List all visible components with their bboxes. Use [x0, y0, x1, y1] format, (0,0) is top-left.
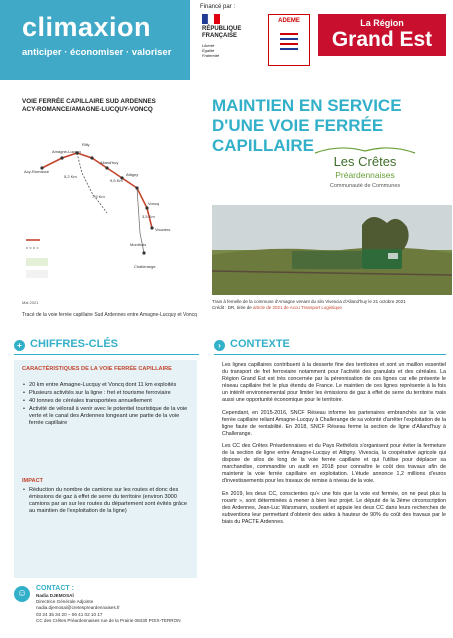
hills-icon — [310, 144, 420, 154]
plus-icon: + — [14, 340, 25, 351]
map-place-label: Acy-Romance — [24, 169, 50, 174]
map-place-label: Voncq — [148, 201, 160, 206]
map-place-label: Challerange — [134, 264, 156, 269]
list-item: • Réduction du nombre de camions sur les routes et donc des émissions de gaz à effet de serre du territoire (environ 3000 camions par an sur les routes du département sont évités grâce au maintien de l'exploitation de la ligne) — [22, 487, 192, 515]
contact-role: Directrice Générale Adjointe — [36, 599, 94, 605]
station-dot — [145, 206, 148, 209]
paragraph: Les lignes capillaires contribuent à la desserte fine des territoires et sont un maillon essentiel du transport de fret ferroviaire notamment pour l'activité des granulats et des céréales. La Région Grand Est est très concernée par la pérennisation de ces lignes car elle présente le réseau capillaire fret le plus étendu de France. Le maintien de ces lignes représente à la fois un intérêt environnemental pour limiter les émissions de gaz à effet de serre du territoire mais aussi une opportunité économique pour le territoire. — [222, 362, 446, 403]
map-place-label: Monthois — [130, 242, 147, 247]
cc-logo-line1: Les Crêtes — [333, 154, 397, 169]
region-main-label: Grand Est — [331, 28, 433, 51]
characteristics-heading: CARACTÉRISTIQUES DE LA VOIE FERRÉE CAPILLAIRE — [22, 366, 172, 372]
funded-by-label: Financé par : — [200, 4, 236, 10]
region-grand-est-logo — [318, 14, 446, 56]
divider — [14, 354, 199, 355]
rf-line2: FRANÇAISE — [202, 33, 238, 39]
list-item: • Plusieurs activités sur la ligne : fret et tourisme ferroviaire — [22, 390, 192, 397]
map-place-label: Amagne-Lucquy — [52, 149, 82, 154]
contact-email[interactable]: nadia.djemosai@cretespreardennaises.fr — [36, 605, 120, 611]
cc-logo-line2: Préardennaises — [335, 170, 395, 180]
contexte-body — [222, 362, 446, 531]
rf-line1: RÉPUBLIQUE — [202, 26, 242, 32]
photo-credit-label: Crédit : DR, tirée de — [212, 305, 252, 310]
contact-heading: CONTACT : — [36, 585, 74, 592]
ademe-label: ADEME — [278, 18, 300, 24]
climaxion-banner — [0, 0, 190, 80]
ademe-emblem-icon — [277, 29, 301, 59]
page-title: MAINTIEN EN SERVICE D'UNE VOIE FERRÉE CAPILLAIRE — [212, 96, 402, 155]
chiffres-cles-heading: CHIFFRES-CLÉS — [30, 338, 118, 350]
map-distance-label: 5,2 Km — [64, 174, 77, 179]
paragraph: En 2019, les deux CC, conscientes qu'« une fois que la voie est fermée, on ne peut plus la rouvrir », sont déterminées à mener à bien leur projet. Le député de la 3ème circonscription des Ardennes, Jean-Luc Warsmann, soutient et appuie les deux CC dans leurs recherches de subventions leur permettant d'obtenir des aides à hauteur de 90% du coût des travaux par le biais du PACTE Ardennes. — [222, 490, 446, 525]
region-top-label: La Région — [360, 18, 404, 28]
map-title-line1: VOIE FERRÉE CAPILLAIRE SUD ARDENNES — [22, 98, 156, 105]
arrow-icon: › — [214, 340, 225, 351]
station-dot — [90, 156, 93, 159]
legend-cc-logo — [26, 258, 48, 266]
map-place-label: Rilly — [82, 142, 90, 147]
republique-francaise-logo — [200, 14, 258, 66]
impact-heading: IMPACT — [22, 478, 44, 484]
station-dot — [105, 166, 108, 169]
brand-tagline: anticiper · économiser · valoriser — [22, 47, 172, 58]
list-item: • 20 km entre Amagne-Lucquy et Voncq dont 11 km exploités — [22, 382, 192, 389]
person-icon: ☺ — [14, 586, 30, 602]
contact-name: Nadia DJEMOSAÏ — [36, 593, 74, 598]
map-title-line2: ACY-ROMANCE/AMAGNE-LUCQUY-VONCQ — [22, 106, 153, 113]
map-place-label: Attigny — [126, 172, 139, 177]
paragraph: Les CC des Crêtes Préardennaises et du Pays Rethélois s'organisent pour éviter la fermeture de la section de ligne entre Amagne-Lucquy et Attigny. Vivescia, la coopérative agricole qui dispose de silos de long de la voie ferrée capillaire et qui l'utilise pour déplacer sa marchandise, commandite un audit en 2018 pour connaître le coût des travaux afin de maintenir la voie ferrée capillaire en exploitation. L'étude annonce 1,2 millions d'euros d'investissements pour les travaux de remise à niveau de la voie. — [222, 443, 446, 485]
list-item: • Activité de vélorail à venir avec le potentiel touristique de la voie verte et le canal des Ardennes longeant une partie de la voie ferrée capillaire — [22, 406, 192, 427]
station-dot — [150, 226, 153, 229]
station-dot — [60, 156, 63, 159]
ademe-logo — [268, 14, 310, 66]
map-title — [22, 98, 222, 114]
contexte-heading: CONTEXTE — [230, 338, 290, 350]
cretes-preardennaises-logo — [310, 146, 440, 206]
marianne-icon — [200, 14, 258, 66]
train-icon — [292, 251, 362, 269]
rf-motto2: Égalité — [202, 48, 215, 53]
cc-logo-line3: Communauté de Communes — [329, 183, 401, 189]
map-distance-label: 3,5 Km — [142, 214, 155, 219]
photo-caption — [212, 299, 452, 311]
contact-phone: 03 24 35 34 20 – 06 41 02 10 17 — [36, 611, 103, 617]
divider — [214, 354, 446, 355]
map-distance-label: 9,5 Km — [110, 178, 123, 183]
paragraph: Cependant, en 2015-2016, SNCF Réseau informe les partenaires embranchés sur la voie ferrée capillaire reliant Amagne-Lucquy à Challerange de sa volonté d'arrêter l'exploitation de la ligne faute de rentabilité. En 2018, SNCF Réseau ferme la section de ligne d'Alland'huy à Challerange. — [222, 409, 446, 437]
legend-cc-logo — [26, 270, 48, 278]
rf-motto3: Fraternité — [202, 53, 220, 58]
train-photo — [212, 205, 452, 295]
characteristics-list — [22, 382, 192, 428]
map-place-label: Alland'huy — [100, 160, 119, 165]
map-place-label: Vouziers — [155, 227, 171, 232]
station-dot — [142, 251, 145, 254]
station-dot — [135, 186, 138, 189]
map-caption: Tracé de la voie ferrée capillaire Sud Ardennes entre Amagne-Lucquy et Voncq — [22, 312, 197, 318]
contact-address: CC des Crêtes Préardennaises rue de la Prairie 08430 POIX-TERRON — [36, 617, 181, 623]
photo-credit-link[interactable]: article de 2021 de Accu Transport Logistique — [253, 305, 342, 310]
photo-caption-text: Train à femelle de la commune d'Amagne venant du silo Vivescia d'Alland'huy le 21 octobre 2021 — [212, 299, 406, 304]
railway-map — [22, 118, 192, 298]
contact-info — [36, 593, 236, 624]
impact-list — [22, 487, 192, 516]
rf-motto1: Liberté — [202, 43, 215, 48]
brand-name: climaxion — [22, 12, 152, 42]
map-credit: Mai 2021 — [22, 300, 39, 305]
map-distance-label: 7,5 Km — [92, 194, 105, 199]
list-item: • 40 tonnes de céréales transportées annuellement — [22, 398, 192, 405]
